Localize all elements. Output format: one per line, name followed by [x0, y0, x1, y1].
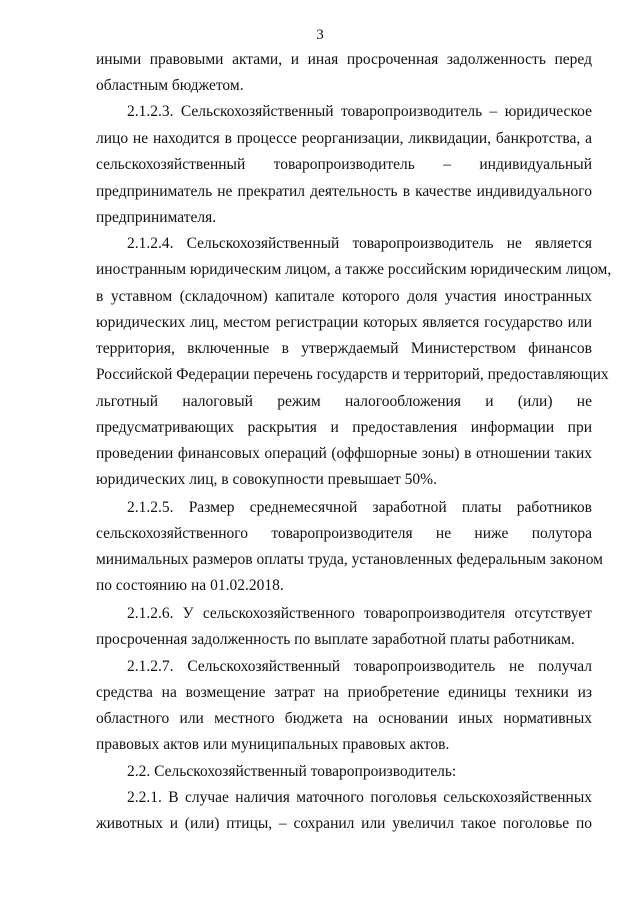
text-line: предпринимателя.: [96, 209, 217, 226]
text-line: предприниматель не прекратил деятельность в качестве индивидуального: [96, 183, 592, 200]
text-line: предусматривающих раскрытия и предоставления информации при: [96, 419, 592, 436]
text-line: территория, включенные в утверждаемый Министерством финансов: [96, 340, 592, 357]
paragraph-first-line: 2.1.2.4. Сельскохозяйственный товаропроизводитель не является: [127, 235, 592, 252]
text-line: средства на возмещение затрат на приобретение единицы техники из: [96, 684, 592, 701]
text-line: льготный налоговый режим налогообложения и (или) не: [96, 393, 592, 410]
text-line: юридических лиц, в совокупности превышает 50%.: [96, 471, 437, 488]
paragraph-first-line: 2.1.2.6. У сельскохозяйственного товаропроизводителя отсутствует: [127, 605, 592, 622]
text-line: лицо не находится в процессе реорганизации, ликвидации, банкротства, а: [96, 130, 592, 147]
text-line: просроченная задолженность по выплате заработной платы работникам.: [96, 631, 575, 648]
text-line: юридических лиц, местом регистрации которых является государство или: [96, 314, 592, 331]
page-number: 3: [316, 27, 324, 43]
text-line: в уставном (складочном) капитале которого доля участия иностранных: [96, 288, 592, 305]
text-line: правовых актов или муниципальных правовых актов.: [96, 736, 450, 753]
text-line: иными правовыми актами, и иная просроченная задолженность перед: [96, 51, 592, 68]
text-line: сельскохозяйственного товаропроизводителя не ниже полутора: [96, 525, 592, 542]
text-line: сельскохозяйственный товаропроизводитель – индивидуальный: [96, 156, 592, 173]
text-line: животных и (или) птицы, – сохранил или увеличил такое поголовье по: [96, 815, 592, 832]
paragraph-first-line: 2.1.2.7. Сельскохозяйственный товаропроизводитель не получал: [127, 658, 592, 675]
paragraph-first-line: 2.1.2.3. Сельскохозяйственный товаропроизводитель – юридическое: [127, 103, 592, 120]
text-line: областным бюджетом.: [96, 77, 244, 94]
text-line: проведении финансовых операций (оффшорные зоны) в отношении таких: [96, 445, 592, 462]
text-line: областного или местного бюджета на основании иных нормативных: [96, 710, 592, 727]
paragraph-first-line: 2.2.1. В случае наличия маточного поголовья сельскохозяйственных: [127, 789, 592, 806]
text-line: минимальных размеров оплаты труда, установленных федеральным законом: [96, 551, 603, 568]
text-line: Российской Федерации перечень государств и территорий, предоставляющих: [96, 366, 609, 383]
text-line: иностранным юридическим лицом, а также российским юридическим лицом,: [96, 261, 612, 278]
paragraph-first-line: 2.1.2.5. Размер среднемесячной заработной платы работников: [127, 499, 592, 516]
paragraph-first-line: 2.2. Сельскохозяйственный товаропроизводитель:: [127, 763, 457, 780]
text-line: по состоянию на 01.02.2018.: [96, 577, 284, 594]
